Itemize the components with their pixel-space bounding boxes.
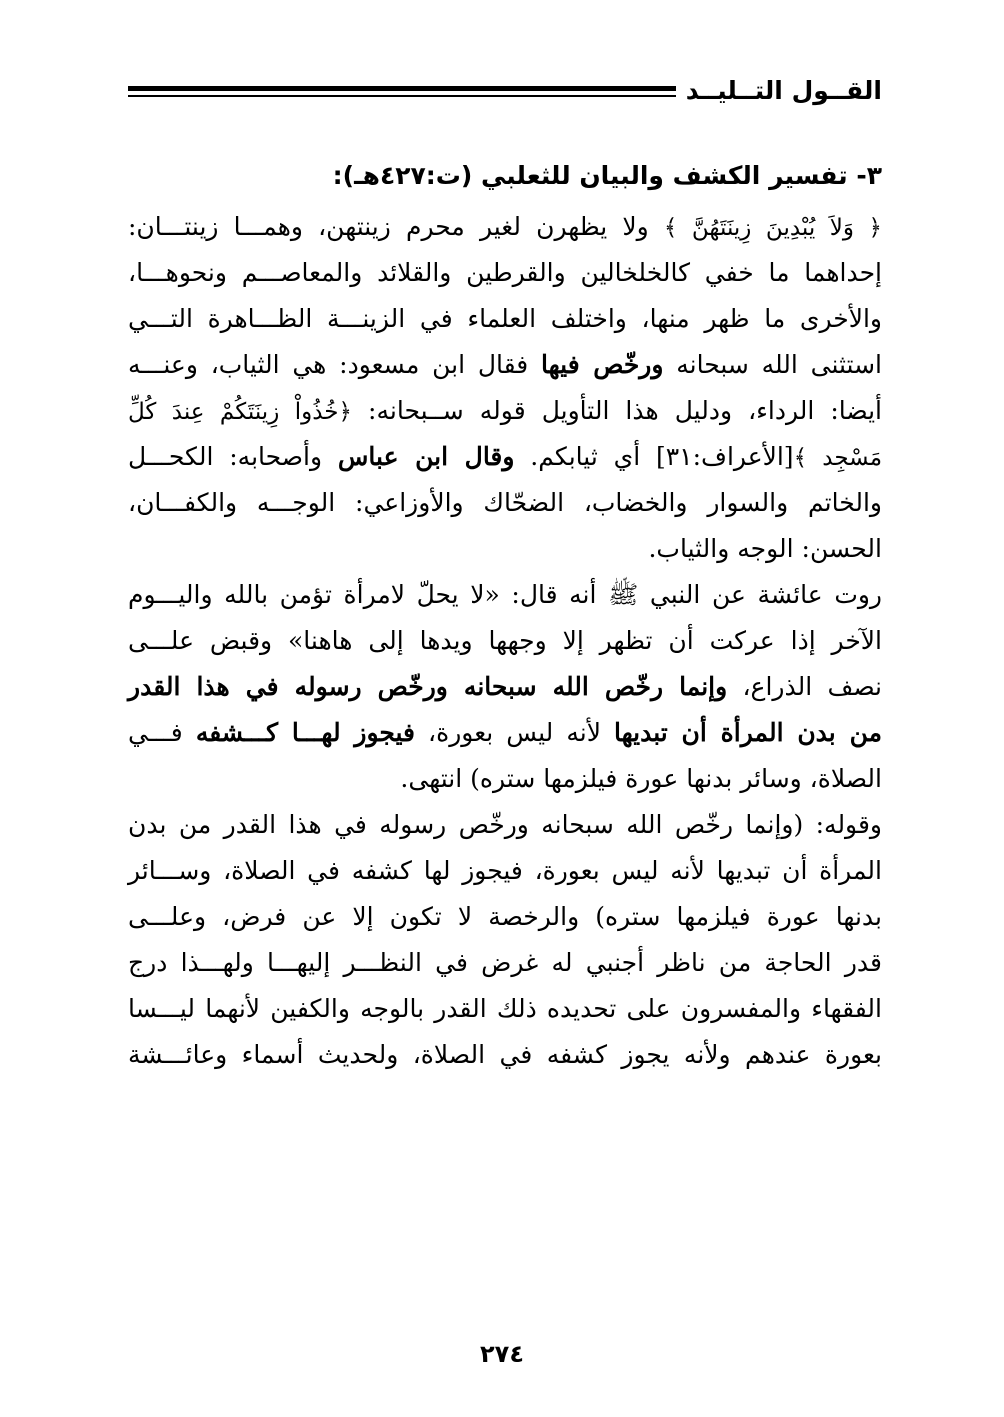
page-number: ٢٧٤ — [480, 1340, 524, 1368]
text-line — [128, 940, 882, 986]
text-line — [128, 526, 882, 572]
text-line — [128, 434, 882, 480]
text-segment: وأصحابه: الكحـــل — [128, 442, 338, 471]
text-segment: بعورة عندهم ولأنه يجوز كشفه في الصلاة، ولحديث أسماء وعائـــشة — [128, 1040, 882, 1069]
text-segment: ولا يظهرن لغير محرم زينتهن، وهمـــا زينتـــان: — [128, 212, 664, 241]
text-line — [128, 572, 882, 618]
text-segment: الصلاة، وسائر بدنها عورة فيلزمها ستره) انتهى. — [400, 764, 882, 793]
text-segment: فقال ابن مسعود: هي الثياب، وعنـــه — [128, 350, 542, 379]
text-line — [128, 986, 882, 1032]
text-segment: [الأعراف:٣١] أي ثيابكم. — [514, 442, 794, 471]
text-segment: بدنها عورة فيلزمها ستره) والرخصة لا تكون إلا عن فرض، وعلـــى — [128, 902, 882, 931]
text-segment: استثنى الله سبحانه — [663, 350, 882, 379]
bold-text: وقال ابن عباس — [337, 442, 515, 471]
text-segment: قدر الحاجة من ناظر أجنبي له غرض في النظـــر إليهـــا ولهـــذا درج — [128, 948, 882, 977]
text-line — [128, 296, 882, 342]
text-line — [128, 756, 882, 802]
text-line — [128, 894, 882, 940]
header-rule-thick — [128, 86, 676, 91]
text-segment: أيضا: الرداء، ودليل هذا التأويل قوله ســبحانه: — [352, 396, 882, 425]
text-segment: والخاتم والسوار والخضاب، الضحّاك والأوزاعي: الوجـــه والكفـــان، — [128, 488, 882, 517]
text-line — [128, 480, 882, 526]
text-segment: إحداهما ما خفي كالخلخالين والقرطين والقلائد والمعاصـــم ونحوهـــا، — [128, 258, 882, 287]
header-rule-thin — [128, 95, 676, 97]
book-title: القــول التــليــد — [685, 76, 882, 105]
section-heading: ٣- تفسير الكشف والبيان للثعلبي (ت:٤٢٧هـ): — [332, 161, 882, 190]
bold-text: من بدن المرأة أن تبديها — [614, 718, 882, 747]
running-header — [128, 72, 882, 112]
text-line — [128, 802, 882, 848]
text-line — [128, 1032, 882, 1078]
text-segment: الفقهاء والمفسرون على تحديده ذلك القدر بالوجه والكفين لأنهما ليـــسا — [128, 994, 882, 1023]
text-line — [128, 388, 882, 434]
bold-text: فيجوز لهـــا كـــشفه — [195, 718, 415, 747]
bold-text: وإنما رخّص الله سبحانه ورخّص رسوله في هذا القدر — [128, 672, 728, 701]
text-segment: والأخرى ما ظهر منها، واختلف العلماء في الزينـــة الظـــاهرة التـــي — [128, 304, 882, 333]
text-segment: فـــي — [128, 718, 196, 747]
body-text — [128, 148, 882, 1078]
quran-quote: مَسْجِد ﴾ — [793, 445, 883, 471]
text-line — [128, 710, 882, 756]
quran-quote: ﴿ وَلاَ يُبْدِينَ زِينَتَهُنَّ ﴾ — [663, 215, 883, 241]
text-segment: نصف الذراع، — [727, 672, 882, 701]
text-line — [128, 250, 882, 296]
text-segment: وقوله: (وإنما رخّص الله سبحانه ورخّص رسوله في هذا القدر من بدن — [128, 810, 882, 839]
text-line — [128, 618, 882, 664]
bold-text: ورخّص فيها — [541, 350, 664, 379]
text-segment: الحسن: الوجه والثياب. — [648, 534, 882, 563]
text-line — [128, 204, 882, 250]
text-segment: لأنه ليس بعورة، — [415, 718, 615, 747]
text-segment: روت عائشة عن النبي ﷺ أنه قال: «لا يحلّ لامرأة تؤمن بالله واليـــوم — [128, 580, 882, 609]
quran-quote: ﴿خُذُواْ زِينَتَكُمْ عِندَ كُلِّ — [128, 399, 352, 425]
text-line — [128, 342, 882, 388]
text-line — [128, 664, 882, 710]
text-segment: الآخر إذا عركت أن تظهر إلا وجهها ويدها إلى هاهنا» وقبض علـــى — [128, 626, 882, 655]
text-segment: المرأة أن تبديها لأنه ليس بعورة، فيجوز لها كشفه في الصلاة، وســـائر — [128, 856, 882, 885]
text-line — [128, 848, 882, 894]
